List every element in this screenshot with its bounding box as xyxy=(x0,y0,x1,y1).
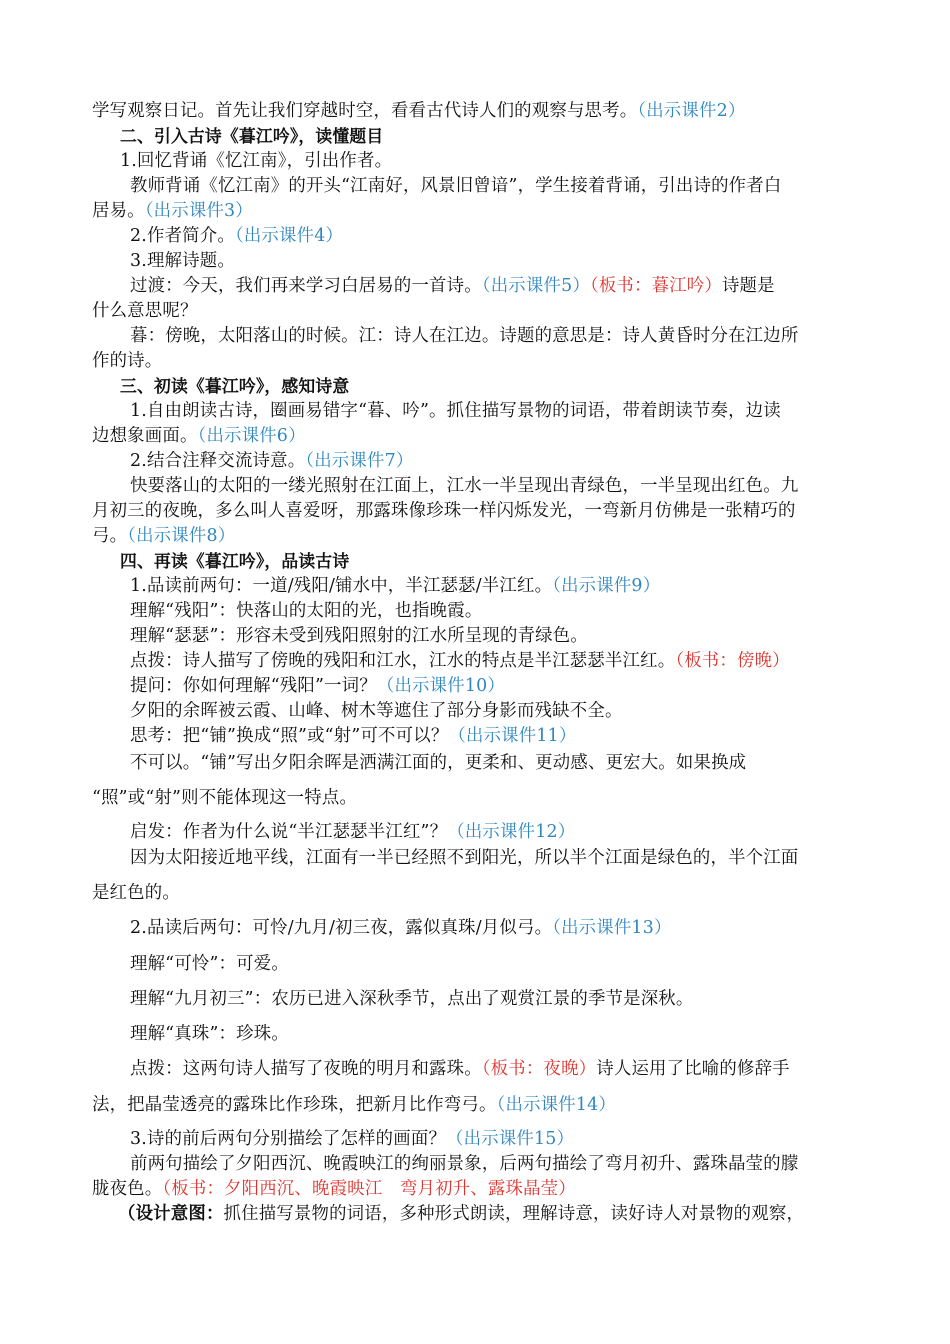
text-line xyxy=(130,249,235,273)
text-segment: 因为太阳接近地平线，江面有一半已经照不到阳光，所以半个江面是绿色的，半个江面 xyxy=(130,848,799,868)
courseware-ref: （出示课件5） xyxy=(481,276,590,296)
courseware-ref: （出示课件4） xyxy=(234,226,344,246)
board-note: （板书：暮江吟） xyxy=(589,276,722,296)
text-segment: 思考：把“铺”换成“照”或“射”可不可以？ xyxy=(130,726,449,746)
text-segment: 1.回忆背诵《忆江南》，引出作者。 xyxy=(120,151,393,171)
text-line xyxy=(130,274,775,298)
courseware-ref: （出示课件12） xyxy=(447,822,576,842)
text-segment: 提问：你如何理解“残阳”一词？ xyxy=(130,676,377,696)
text-line xyxy=(130,751,746,775)
text-line xyxy=(130,699,623,723)
section-heading xyxy=(120,374,349,398)
text-line xyxy=(130,987,694,1011)
board-note: （板书：傍晚） xyxy=(675,651,790,671)
text-segment: 启发：作者为什么说“半江瑟瑟半江红”？ xyxy=(130,822,448,842)
courseware-ref: （出示课件8） xyxy=(127,526,236,546)
text-line xyxy=(130,449,413,473)
text-line xyxy=(130,1152,798,1176)
text-segment: 夕阳的余晖被云霞、山峰、树木等遮住了部分身影而残缺不全。 xyxy=(130,701,623,721)
text-segment: 点拨：诗人描写了傍晚的残阳和江水，江水的特点是半江瑟瑟半江红。 xyxy=(130,651,676,671)
text-segment: 居易。 xyxy=(92,201,145,221)
text-segment: 2.结合注释交流诗意。 xyxy=(130,451,306,471)
text-segment: 诗人运用了比喻的修辞手 xyxy=(596,1059,790,1079)
text-line xyxy=(120,149,392,173)
courseware-ref: （出示课件14） xyxy=(496,1095,616,1115)
text-segment: 点拨：这两句诗人描写了夜晚的明月和露珠。 xyxy=(130,1059,482,1079)
text-line xyxy=(130,324,798,348)
text-line xyxy=(130,674,505,698)
text-segment: 弓。 xyxy=(92,526,128,546)
text-line xyxy=(92,99,745,123)
text-line xyxy=(92,499,796,523)
text-line xyxy=(130,1057,790,1081)
text-segment: 过渡：今天，我们再来学习白居易的一首诗。 xyxy=(130,276,482,296)
text-segment: 2.品读后两句：可怜/九月/初三夜，露似真珠/月似弓。 xyxy=(130,918,553,938)
text-segment: 暮：傍晚，太阳落山的时候。江：诗人在江边。诗题的意思是：诗人黄昏时分在江边所 xyxy=(130,326,799,346)
text-line xyxy=(130,399,781,423)
courseware-ref: （出示课件7） xyxy=(305,451,414,471)
text-segment: 不可以。“铺”写出夕阳余晖是洒满江面的，更柔和、更动感、更宏大。如果换成 xyxy=(130,753,747,773)
text-line xyxy=(92,881,180,905)
text-line xyxy=(92,1177,576,1201)
text-line xyxy=(130,1127,574,1151)
courseware-ref: （出示课件11） xyxy=(448,726,577,746)
text-segment: 三、初读《暮江吟》，感知诗意 xyxy=(120,376,350,396)
text-segment: 月初三的夜晚，多么叫人喜爱呀，那露珠像珍珠一样闪烁发光，一弯新月仿佛是一张精巧的 xyxy=(92,501,796,521)
courseware-ref: （出示课件6） xyxy=(197,426,306,446)
text-line xyxy=(92,349,162,373)
courseware-ref: （出示课件9） xyxy=(552,576,661,596)
text-line xyxy=(92,424,306,448)
text-segment: 诗题是 xyxy=(721,276,775,296)
text-segment: 3.理解诗题。 xyxy=(130,251,235,271)
text-line xyxy=(130,724,576,748)
text-segment: 抓住描写景物的词语，多种形式朗读，理解诗意，读好诗人对景物的观察， xyxy=(223,1204,805,1224)
text-line xyxy=(92,199,253,223)
text-line xyxy=(130,599,482,623)
text-segment: 法，把晶莹透亮的露珠比作珍珠，把新月比作弯弓。 xyxy=(92,1095,497,1115)
text-segment: 教师背诵《忆江南》的开头“江南好，风景旧曾谙”，学生接着背诵，引出诗的作者白 xyxy=(130,176,782,196)
text-segment: 边想象画面。 xyxy=(92,426,198,446)
text-segment: 二、引入古诗《暮江吟》，读懂题目 xyxy=(120,126,384,146)
text-segment: 理解“瑟瑟”：形容未受到残阳照射的江水所呈现的青绿色。 xyxy=(130,626,588,646)
courseware-ref: （出示课件15） xyxy=(446,1129,575,1149)
board-note: （板书：夜晚） xyxy=(481,1059,597,1079)
text-segment: 快要落山的太阳的一缕光照射在江面上，江水一半呈现出青绿色，一半呈现出红色。九 xyxy=(130,476,799,496)
text-segment: 理解“残阳”：快落山的太阳的光，也指晚霞。 xyxy=(130,601,483,621)
text-line xyxy=(130,649,790,673)
text-segment: 作的诗。 xyxy=(92,351,163,371)
section-heading xyxy=(120,124,383,148)
text-segment: 什么意思呢？ xyxy=(92,301,198,321)
text-segment: 理解“九月初三”：农历已进入深秋季节，点出了观赏江景的季节是深秋。 xyxy=(130,989,694,1009)
text-line xyxy=(130,574,660,598)
text-line xyxy=(92,299,198,323)
text-segment: 理解“真珠”：珍珠。 xyxy=(130,1024,289,1044)
text-segment: 1.品读前两句：一道/残阳/铺水中，半江瑟瑟/半江红。 xyxy=(130,576,553,596)
text-line xyxy=(130,820,575,844)
text-segment: 胧夜色。 xyxy=(92,1179,163,1199)
text-line xyxy=(130,952,289,976)
design-intent-label: （设计意图： xyxy=(118,1204,224,1224)
text-line xyxy=(130,174,781,198)
courseware-ref: （出示课件3） xyxy=(144,201,253,221)
text-line xyxy=(130,1022,289,1046)
text-line xyxy=(92,786,357,810)
courseware-ref: （出示课件10） xyxy=(376,676,505,696)
text-segment: 前两句描绘了夕阳西沉、晚霞映江的绚丽景象，后两句描绘了弯月初升、露珠晶莹的朦 xyxy=(130,1154,799,1174)
text-segment: 1.自由朗读古诗，圈画易错字“暮、吟”。抓住描写景物的词语，带着朗读节奏，边读 xyxy=(130,401,781,421)
text-line xyxy=(118,1202,804,1226)
text-line xyxy=(130,624,588,648)
text-segment: 是红色的。 xyxy=(92,883,180,903)
courseware-ref: （出示课件2） xyxy=(637,101,746,121)
text-line xyxy=(130,846,798,870)
text-segment: 3.诗的前后两句分别描绘了怎样的画面？ xyxy=(130,1129,447,1149)
text-segment: 理解“可怜”：可爱。 xyxy=(130,954,289,974)
text-line xyxy=(130,916,672,940)
text-line xyxy=(130,224,343,248)
text-line xyxy=(92,1093,616,1117)
courseware-ref: （出示课件13） xyxy=(552,918,672,938)
text-segment: 2.作者简介。 xyxy=(130,226,235,246)
text-segment: “照”或“射”则不能体现这一特点。 xyxy=(92,788,358,808)
text-segment: 学写观察日记。首先让我们穿越时空，看看古代诗人们的观察与思考。 xyxy=(92,101,638,121)
text-line xyxy=(130,474,798,498)
text-line xyxy=(92,524,235,548)
board-note: （板书：夕阳西沉、晚霞映江 弯月初升、露珠晶莹） xyxy=(162,1179,576,1199)
text-segment: 四、再读《暮江吟》，品读古诗 xyxy=(120,551,350,571)
section-heading xyxy=(120,549,349,573)
